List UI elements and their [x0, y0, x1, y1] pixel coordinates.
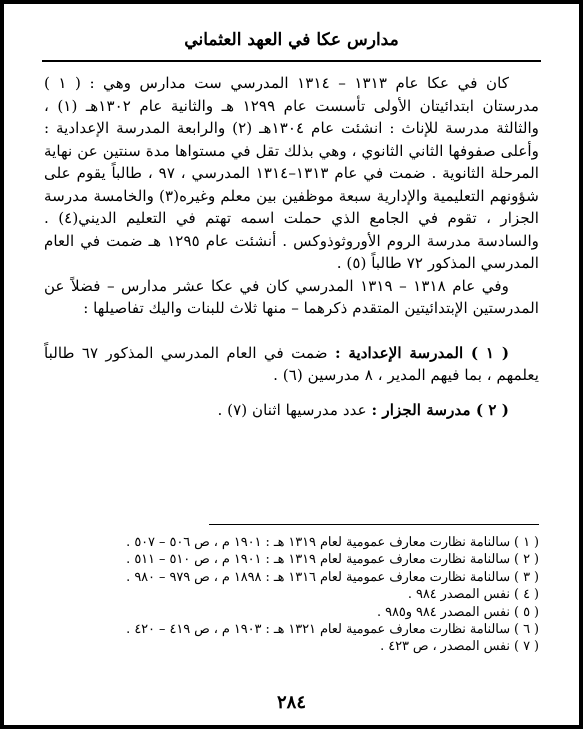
- item-1-paragraph: [44, 342, 539, 387]
- item-1-text: ضمت في العام المدرسي المذكور ٦٧ طالباً يعلمهم ، بما فيهم المدير ، ٨ مدرسين (٦) .: [44, 343, 539, 384]
- page-number: ٢٨٤: [276, 692, 306, 713]
- intro-paragraph: كان في عكا عام ١٣١٣ – ١٣١٤ المدرسي ست مدارس وهي : ( ١ ) مدرستان ابتدائيتان الأولى تأسست عام ١٢٩٩ هـ والثانية عام ١٣٠٢هـ (١) ، والثالثة مدرسة للإناث : انشئت عام ١٣٠٤هـ (٢) والرابعة المدرسة الإعدادية : وأعلى صفوفها الثاني الثانوي ، وهي بذلك تقل في مستواها مدة سنتين عن نهاية المرحلة الثانوية . ضمت في عام ١٣١٣–١٣١٤ المدرسي ، ٩٧ ، طالباً يقوم على شؤونهم التعليمية والإدارية سبعة موظفين بين معلم وغيره(٣) والخامسة مدرسة الجزار ، تقوم في الجامع الذي حملت اسمه تهتم في التعليم الديني(٤) . والسادسة مدرسة الروم الأوروثوذوكس . أنشئت عام ١٢٩٥ هـ ضمت في العام المدرسي المذكور ٧٢ طالباً (٥) .: [44, 74, 540, 272]
- item-2-paragraph: [44, 399, 539, 422]
- footnote-3: ( ٣ ) سالنامة نظارت معارف عمومية لعام ١٣١٦ هـ : ١٨٩٨ م ، ص ٩٧٩ – ٩٨٠ .: [126, 569, 539, 585]
- spacer: [44, 387, 539, 399]
- second-paragraph: وفي عام ١٣١٨ – ١٣١٩ المدرسي كان في عكا عشر مدارس – فضلاً عن المدرستين الإبتدائيتين المتقدم ذكرهما – منها ثلاث للبنات واليك تفاصيلها :: [44, 276, 539, 317]
- footnote-rule: [209, 524, 539, 525]
- item-2-text: عدد مدرسيها اثنان (٧) .: [217, 400, 367, 419]
- footnote-5: ( ٥ ) نفس المصدر ٩٨٤ و٩٨٥ .: [376, 604, 539, 620]
- spacer: [44, 320, 539, 342]
- item-1-heading: ( ١ ) المدرسة الإعدادية :: [335, 343, 510, 362]
- footnote-6: ( ٦ ) سالنامة نظارت معارف عمومية لعام ١٣٢١ هـ : ١٩٠٣ م ، ص ٤١٩ – ٤٢٠ .: [126, 622, 539, 638]
- footnotes: [44, 534, 539, 656]
- footnote-7: ( ٧ ) نفس المصدر ، ص ٤٢٣ .: [380, 639, 539, 655]
- main-text: [44, 72, 539, 421]
- footnote-1: ( ١ ) سالنامة نظارت معارف عمومية لعام ١٣١٩ هـ : ١٩٠١ م ، ص ٥٠٦ – ٥٠٧ .: [126, 535, 539, 550]
- header-rule: [42, 60, 541, 62]
- footnote-4: ( ٤ ) نفس المصدر ٩٨٤ .: [407, 587, 539, 603]
- item-2-heading: ( ٢ ) مدرسة الجزار :: [371, 400, 509, 419]
- footnote-2: ( ٢ ) سالنامة نظارت معارف عمومية لعام ١٣١٩ هـ : ١٩٠١ م ، ص ٥١٠ – ٥١١ .: [126, 552, 539, 568]
- running-header: مدارس عكا في العهد العثماني: [184, 30, 399, 50]
